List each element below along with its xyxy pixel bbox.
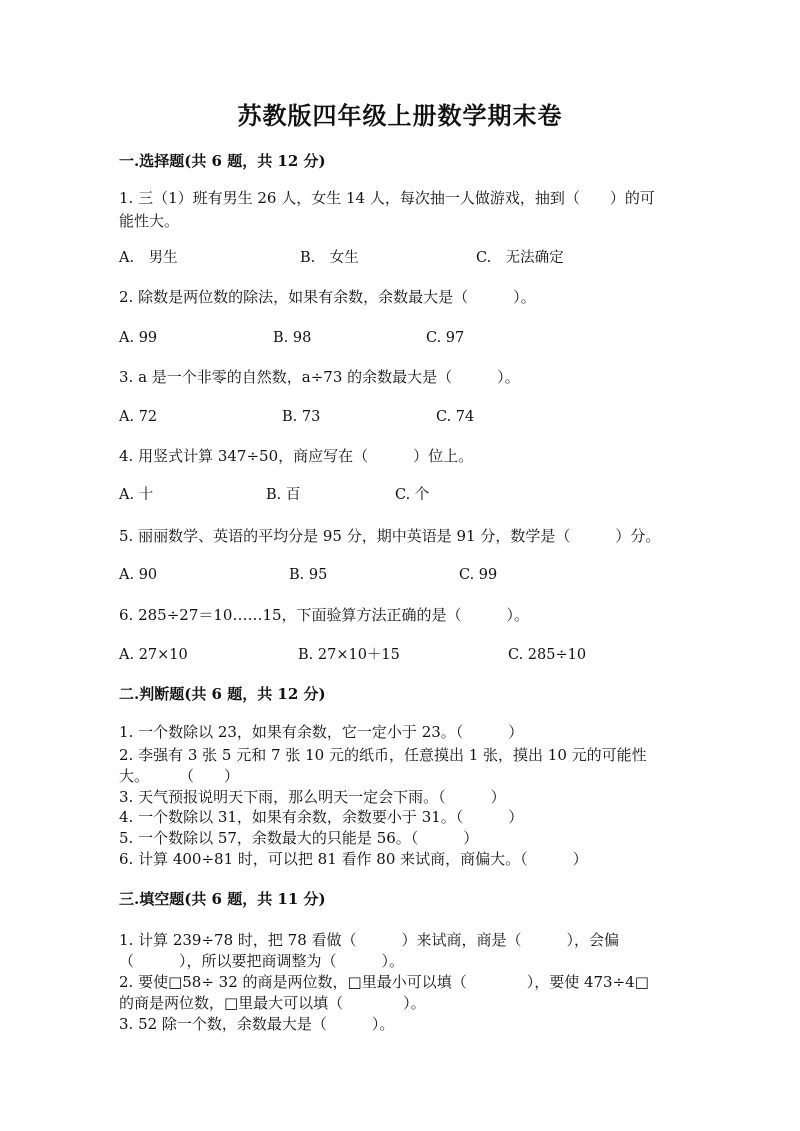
judgment-line: 2. 李强有 3 张 5 元和 7 张 10 元的纸币，任意摸出 1 张，摸出 10 元的可能性 [119,746,647,764]
option-a: A. 十 [119,487,154,503]
question-text: 3. a 是一个非零的自然数，a÷73 的余数最大是（ ）。 [119,368,520,386]
section-heading-judgment: 二.判断题(共 6 题，共 12 分) [119,685,326,703]
fill-in-line: 3. 52 除一个数，余数最大是（ ）。 [119,1015,395,1033]
option-c: C. 74 [436,409,475,425]
option-c: C. 个 [395,487,430,503]
question-text: 4. 用竖式计算 347÷50，商应写在（ ）位上。 [119,447,474,465]
fill-in-line: 的商是两位数，□里最大可以填（ ）。 [119,994,426,1012]
judgment-line: 6. 计算 400÷81 时，可以把 81 看作 80 来试商，商偏大。（ ） [119,850,588,868]
judgment-line: 4. 一个数除以 31，如果有余数，余数要小于 31。（ ） [119,808,524,826]
question-text: 2. 除数是两位数的除法，如果有余数，余数最大是（ ）。 [119,288,536,306]
option-a: A. 72 [119,409,158,425]
option-b: B. 98 [273,330,312,346]
judgment-line: 1. 一个数除以 23，如果有余数，它一定小于 23。（ ） [119,723,524,741]
option-c: C. 285÷10 [508,647,587,663]
fill-in-line: 2. 要使□58÷ 32 的商是两位数，□里最小可以填（ ），要使 473÷4□ [119,973,649,991]
option-c: C. 99 [459,567,498,583]
option-b: B. 27×10＋15 [298,647,400,663]
option-b: B. 女生 [300,250,359,266]
section-heading-choice: 一.选择题(共 6 题，共 12 分) [119,152,326,170]
option-a: A. 99 [119,330,158,346]
section-heading-fill-in: 三.填空题(共 6 题，共 11 分) [119,890,326,908]
fill-in-line: 1. 计算 239÷78 时，把 78 看做（ ）来试商，商是（ ），会偏 [119,931,620,949]
option-a: A. 90 [119,567,158,583]
option-b: B. 百 [266,487,301,503]
option-a: A. 男生 [119,250,178,266]
question-text: 6. 285÷27＝10……15，下面验算方法正确的是（ ）。 [119,606,530,624]
option-c: C. 无法确定 [476,250,564,266]
option-b: B. 73 [282,409,321,425]
option-c: C. 97 [426,330,465,346]
judgment-line: 大。 （ ） [119,767,240,785]
option-b: B. 95 [289,567,328,583]
question-text: 5. 丽丽数学、英语的平均分是 95 分，期中英语是 91 分，数学是（ ）分。 [119,527,661,545]
question-text: 能性大。 [119,212,180,230]
fill-in-line: （ ），所以要把商调整为（ ）。 [119,952,405,970]
judgment-line: 5. 一个数除以 57，余数最大的只能是 56。（ ） [119,829,479,847]
question-text: 1. 三（1）班有男生 26 人，女生 14 人，每次抽一人做游戏，抽到（ ）的可 [119,189,655,207]
judgment-line: 3. 天气预报说明天下雨，那么明天一定会下雨。（ ） [119,788,506,806]
exam-title: 苏教版四年级上册数学期末卷 [237,101,563,130]
option-a: A. 27×10 [119,647,188,663]
